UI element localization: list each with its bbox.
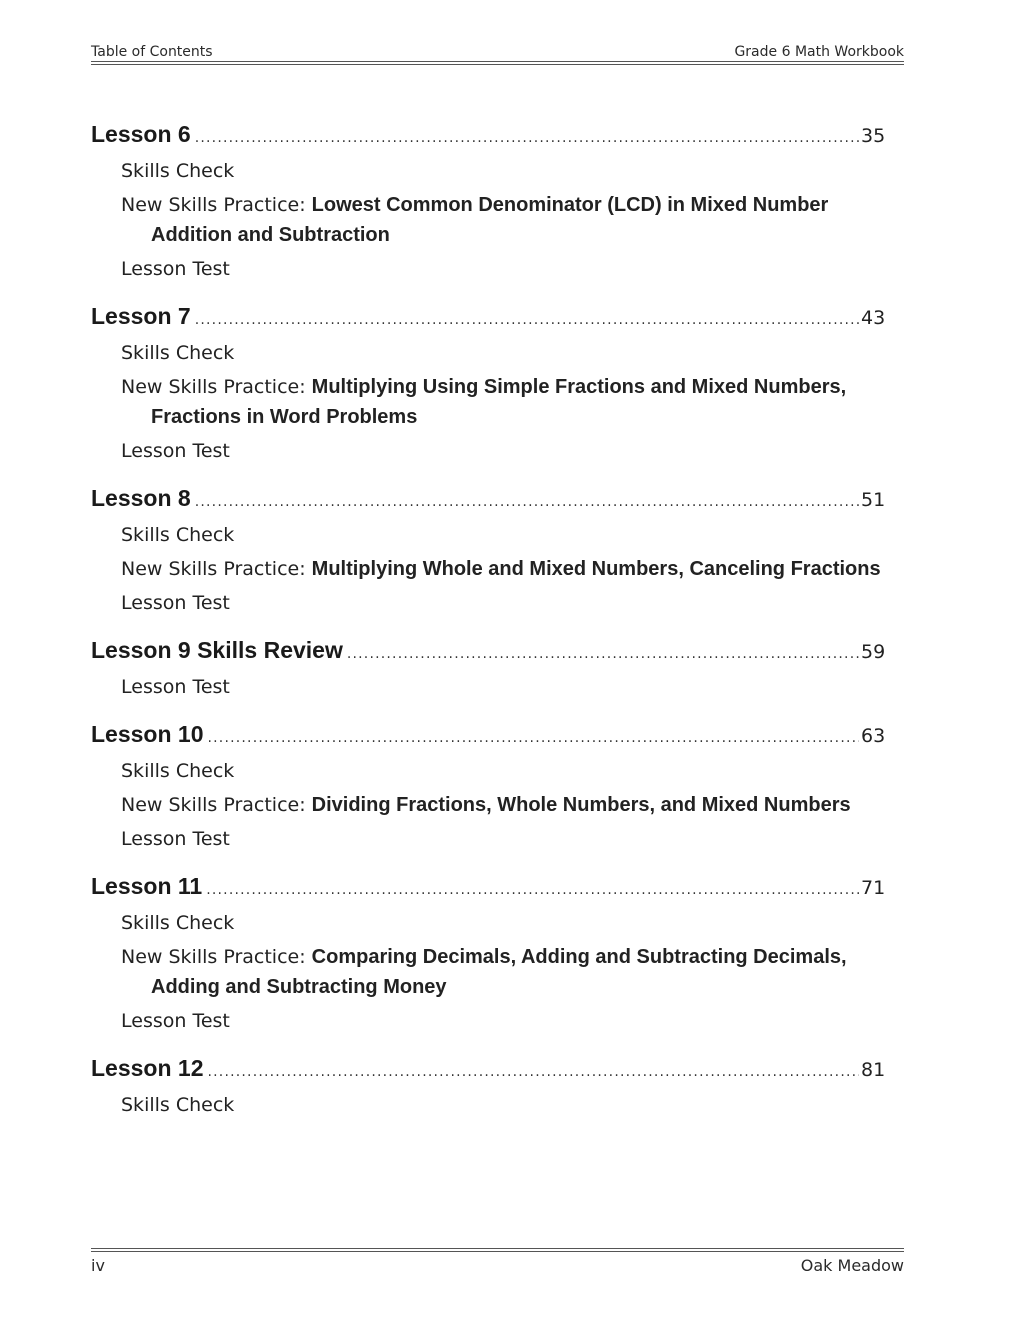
- toc-subitem: Lesson Test: [121, 1010, 230, 1032]
- lesson-heading-line[interactable]: [91, 480, 887, 516]
- toc-subitem: Skills Check: [121, 912, 235, 934]
- dot-leader: [208, 720, 860, 756]
- lesson-title[interactable]: Lesson 9 Skills Review: [91, 637, 343, 663]
- toc-subitem: Skills Check: [121, 1094, 235, 1116]
- header-book-title: Grade 6 Math Workbook: [734, 44, 904, 60]
- page-number: 63: [861, 725, 886, 747]
- toc-subitem: Skills Check: [121, 160, 235, 182]
- practice-label: New Skills Practice:: [121, 376, 312, 398]
- toc-subitem: Lesson Test: [121, 440, 230, 462]
- lesson-heading-line[interactable]: [91, 1050, 887, 1086]
- header-section-title: Table of Contents: [91, 44, 213, 60]
- lesson-heading-line[interactable]: [91, 716, 887, 752]
- lesson-title[interactable]: Lesson 7: [91, 303, 191, 329]
- practice-label: New Skills Practice:: [121, 194, 312, 216]
- toc-entry-lesson-8: [91, 480, 887, 618]
- dot-leader: [195, 302, 859, 338]
- practice-topic: Multiplying Whole and Mixed Numbers, Canceling Fractions: [311, 558, 881, 580]
- toc-practice-item: [91, 554, 887, 584]
- header-divider: [91, 61, 904, 65]
- toc-practice-item: [91, 790, 887, 820]
- toc-practice-item: [91, 372, 887, 432]
- page-footer: [91, 1256, 904, 1278]
- toc-subitem: Lesson Test: [121, 828, 230, 850]
- page-number: 59: [861, 641, 886, 663]
- toc-entry-lesson-10: [91, 716, 887, 854]
- practice-topic: Dividing Fractions, Whole Numbers, and Mixed Numbers: [311, 794, 851, 816]
- toc-entry-lesson-6: [91, 116, 887, 284]
- page-number: 71: [861, 877, 886, 899]
- practice-label: New Skills Practice:: [121, 794, 312, 816]
- dot-leader: [208, 1054, 860, 1090]
- toc-practice-item: [91, 190, 887, 250]
- dot-leader: [347, 636, 859, 672]
- page-number: 51: [861, 489, 886, 511]
- practice-topic: Lowest Common Denominator (LCD) in Mixed Number Addition and Subtraction: [151, 194, 829, 246]
- toc-subitem: Skills Check: [121, 524, 235, 546]
- lesson-heading-line[interactable]: [91, 116, 887, 152]
- toc-entry-lesson-7: [91, 298, 887, 466]
- toc-subitem: Skills Check: [121, 760, 235, 782]
- practice-label: New Skills Practice:: [121, 946, 312, 968]
- toc-entry-lesson-9: [91, 632, 887, 702]
- toc-subitem: Lesson Test: [121, 676, 230, 698]
- practice-topic: Comparing Decimals, Adding and Subtracting Decimals, Adding and Subtracting Money: [151, 946, 847, 998]
- toc-subitem: Lesson Test: [121, 258, 230, 280]
- dot-leader: [206, 872, 859, 908]
- page-number: 35: [861, 125, 886, 147]
- page-number: 43: [861, 307, 886, 329]
- toc-practice-item: [91, 942, 887, 1002]
- toc-subitem: Skills Check: [121, 342, 235, 364]
- practice-label: New Skills Practice:: [121, 558, 312, 580]
- lesson-heading-line[interactable]: [91, 298, 887, 334]
- page-number-footer: iv: [91, 1256, 105, 1275]
- publisher-name: Oak Meadow: [800, 1256, 904, 1275]
- toc-entry-lesson-11: [91, 868, 887, 1036]
- lesson-title[interactable]: Lesson 11: [91, 873, 203, 899]
- dot-leader: [195, 484, 859, 520]
- toc-subitem: Lesson Test: [121, 592, 230, 614]
- toc-entry-lesson-12: [91, 1050, 887, 1120]
- footer-divider: [91, 1248, 904, 1252]
- lesson-title[interactable]: Lesson 10: [91, 721, 204, 747]
- lesson-title[interactable]: Lesson 8: [91, 485, 191, 511]
- lesson-title[interactable]: Lesson 12: [91, 1055, 204, 1081]
- table-of-contents: [91, 116, 887, 1134]
- lesson-heading-line[interactable]: [91, 868, 887, 904]
- dot-leader: [195, 120, 859, 156]
- practice-topic: Multiplying Using Simple Fractions and Mixed Numbers, Fractions in Word Problems: [151, 376, 847, 428]
- page-number: 81: [861, 1059, 886, 1081]
- lesson-title[interactable]: Lesson 6: [91, 121, 191, 147]
- lesson-heading-line[interactable]: [91, 632, 887, 668]
